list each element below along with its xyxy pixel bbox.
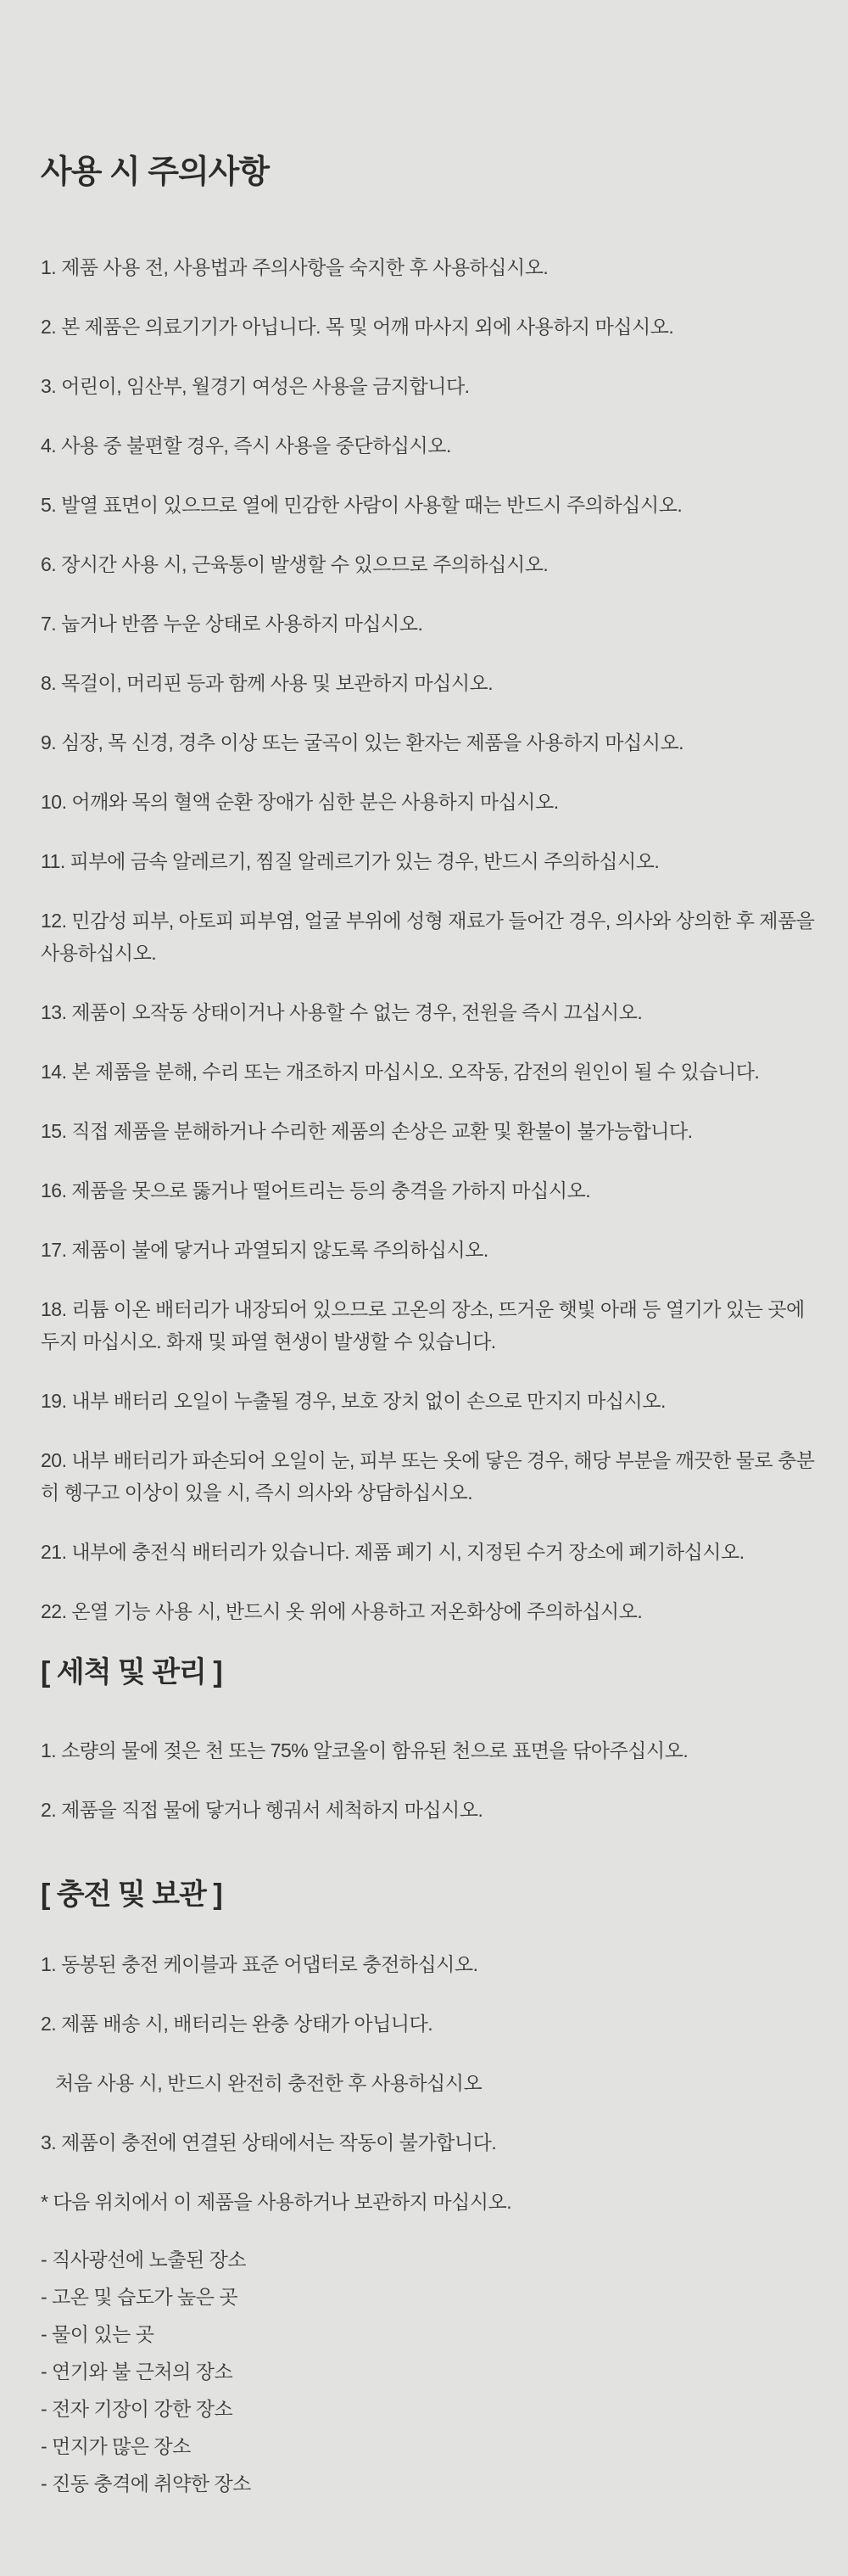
charging-item-3: 3. 제품이 충전에 연결된 상태에서는 작동이 불가합니다. bbox=[41, 2131, 497, 2153]
precaution-item: 9. 심장, 목 신경, 경추 이상 또는 굴곡이 있는 환자는 제품을 사용하지 마십시오. bbox=[41, 731, 684, 753]
charging-item: 2. 제품 배송 시, 배터리는 완충 상태가 아닙니다. bbox=[41, 2013, 433, 2035]
precaution-item: 10. 어깨와 목의 혈액 순환 장애가 심한 분은 사용하지 마십시오. bbox=[41, 791, 559, 813]
precaution-item: 7. 눕거나 반쯤 누운 상태로 사용하지 마십시오. bbox=[41, 613, 423, 635]
precaution-item: 11. 피부에 금속 알레르기, 찜질 알레르기가 있는 경우, 반드시 주의하십시오. bbox=[41, 850, 660, 872]
precaution-item: 18. 리튬 이온 배터리가 내장되어 있으므로 고온의 장소, 뜨거운 햇빛 아래 등 열기가 있는 곳에 두지 마십시오. 화재 및 파열 현생이 발생할 수 있습니다. bbox=[41, 1298, 805, 1352]
charging-section-heading: [ 충전 및 보관 ] bbox=[41, 1879, 222, 1911]
forbidden-location-item: - 진동 충격에 취약한 장소 bbox=[41, 2472, 251, 2495]
charging-list bbox=[41, 1948, 828, 2040]
precaution-item: 8. 목걸이, 머리핀 등과 함께 사용 및 보관하지 마십시오. bbox=[41, 672, 494, 694]
precaution-item: 19. 내부 배터리 오일이 누출될 경우, 보호 장치 없이 손으로 만지지 마십시오. bbox=[41, 1390, 666, 1412]
precaution-item: 17. 제품이 불에 닿거나 과열되지 않도록 주의하십시오. bbox=[41, 1239, 488, 1261]
precaution-item: 22. 온열 기능 사용 시, 반드시 옷 위에 사용하고 저온화상에 주의하십시오. bbox=[41, 1600, 643, 1622]
storage-warning-note: * 다음 위치에서 이 제품을 사용하거나 보관하지 마십시오. bbox=[41, 2191, 512, 2213]
precaution-item: 21. 내부에 충전식 배터리가 있습니다. 제품 폐기 시, 지정된 수거 장소에 폐기하십시오. bbox=[41, 1541, 745, 1563]
precaution-item: 3. 어린이, 임산부, 월경기 여성은 사용을 금지합니다. bbox=[41, 375, 470, 397]
precaution-item: 13. 제품이 오작동 상태이거나 사용할 수 없는 경우, 전원을 즉시 끄십시오. bbox=[41, 1001, 643, 1023]
precaution-item: 1. 제품 사용 전, 사용법과 주의사항을 숙지한 후 사용하십시오. bbox=[41, 256, 549, 278]
cleaning-item: 2. 제품을 직접 물에 닿거나 헹궈서 세척하지 마십시오. bbox=[41, 1799, 483, 1821]
cleaning-section-heading: [ 세척 및 관리 ] bbox=[41, 1656, 222, 1688]
page-title: 사용 시 주의사항 bbox=[41, 154, 270, 190]
precaution-item: 2. 본 제품은 의료기기가 아닙니다. 목 및 어깨 마사지 외에 사용하지 마십시오. bbox=[41, 316, 674, 338]
charging-item: 1. 동봉된 충전 케이블과 표준 어댑터로 충전하십시오. bbox=[41, 1953, 478, 1975]
precaution-item: 20. 내부 배터리가 파손되어 오일이 눈, 피부 또는 옷에 닿은 경우, 해당 부분을 깨끗한 물로 충분히 헹구고 이상이 있을 시, 즉시 의사와 상담하십시오. bbox=[41, 1449, 815, 1504]
precaution-item: 12. 민감성 피부, 아토피 피부염, 얼굴 부위에 성형 재료가 들어간 경우, 의사와 상의한 후 제품을 사용하십시오. bbox=[41, 910, 815, 964]
forbidden-location-item: - 직사광선에 노출된 장소 bbox=[41, 2248, 247, 2271]
precaution-item: 16. 제품을 못으로 뚫거나 떨어트리는 등의 충격을 가하지 마십시오. bbox=[41, 1179, 591, 1201]
precaution-list bbox=[41, 251, 828, 1627]
precaution-item: 4. 사용 중 불편할 경우, 즉시 사용을 중단하십시오. bbox=[41, 434, 451, 456]
cleaning-list bbox=[41, 1734, 828, 1826]
forbidden-location-item: - 고온 및 습도가 높은 곳 bbox=[41, 2286, 238, 2308]
forbidden-location-item: - 연기와 불 근처의 장소 bbox=[41, 2360, 233, 2383]
forbidden-location-item: - 전자 기장이 강한 장소 bbox=[41, 2398, 233, 2420]
precaution-item: 6. 장시간 사용 시, 근육통이 발생할 수 있으므로 주의하십시오. bbox=[41, 553, 549, 575]
forbidden-location-item: - 물이 있는 곳 bbox=[41, 2323, 154, 2345]
precaution-item: 5. 발열 표면이 있으므로 열에 민감한 사람이 사용할 때는 반드시 주의하십시오. bbox=[41, 494, 683, 516]
precaution-item: 14. 본 제품을 분해, 수리 또는 개조하지 마십시오. 오작동, 감전의 원인이 될 수 있습니다. bbox=[41, 1061, 760, 1083]
cleaning-item: 1. 소량의 물에 젖은 천 또는 75% 알코올이 함유된 천으로 표면을 닦아주십시오. bbox=[41, 1739, 689, 1761]
forbidden-location-item: - 먼지가 많은 장소 bbox=[41, 2435, 191, 2457]
forbidden-location-list bbox=[41, 2243, 828, 2500]
precaution-item: 15. 직접 제품을 분해하거나 수리한 제품의 손상은 교환 및 환불이 불가능합니다. bbox=[41, 1120, 693, 1142]
first-use-note: 처음 사용 시, 반드시 완전히 충전한 후 사용하십시오 bbox=[55, 2072, 483, 2094]
